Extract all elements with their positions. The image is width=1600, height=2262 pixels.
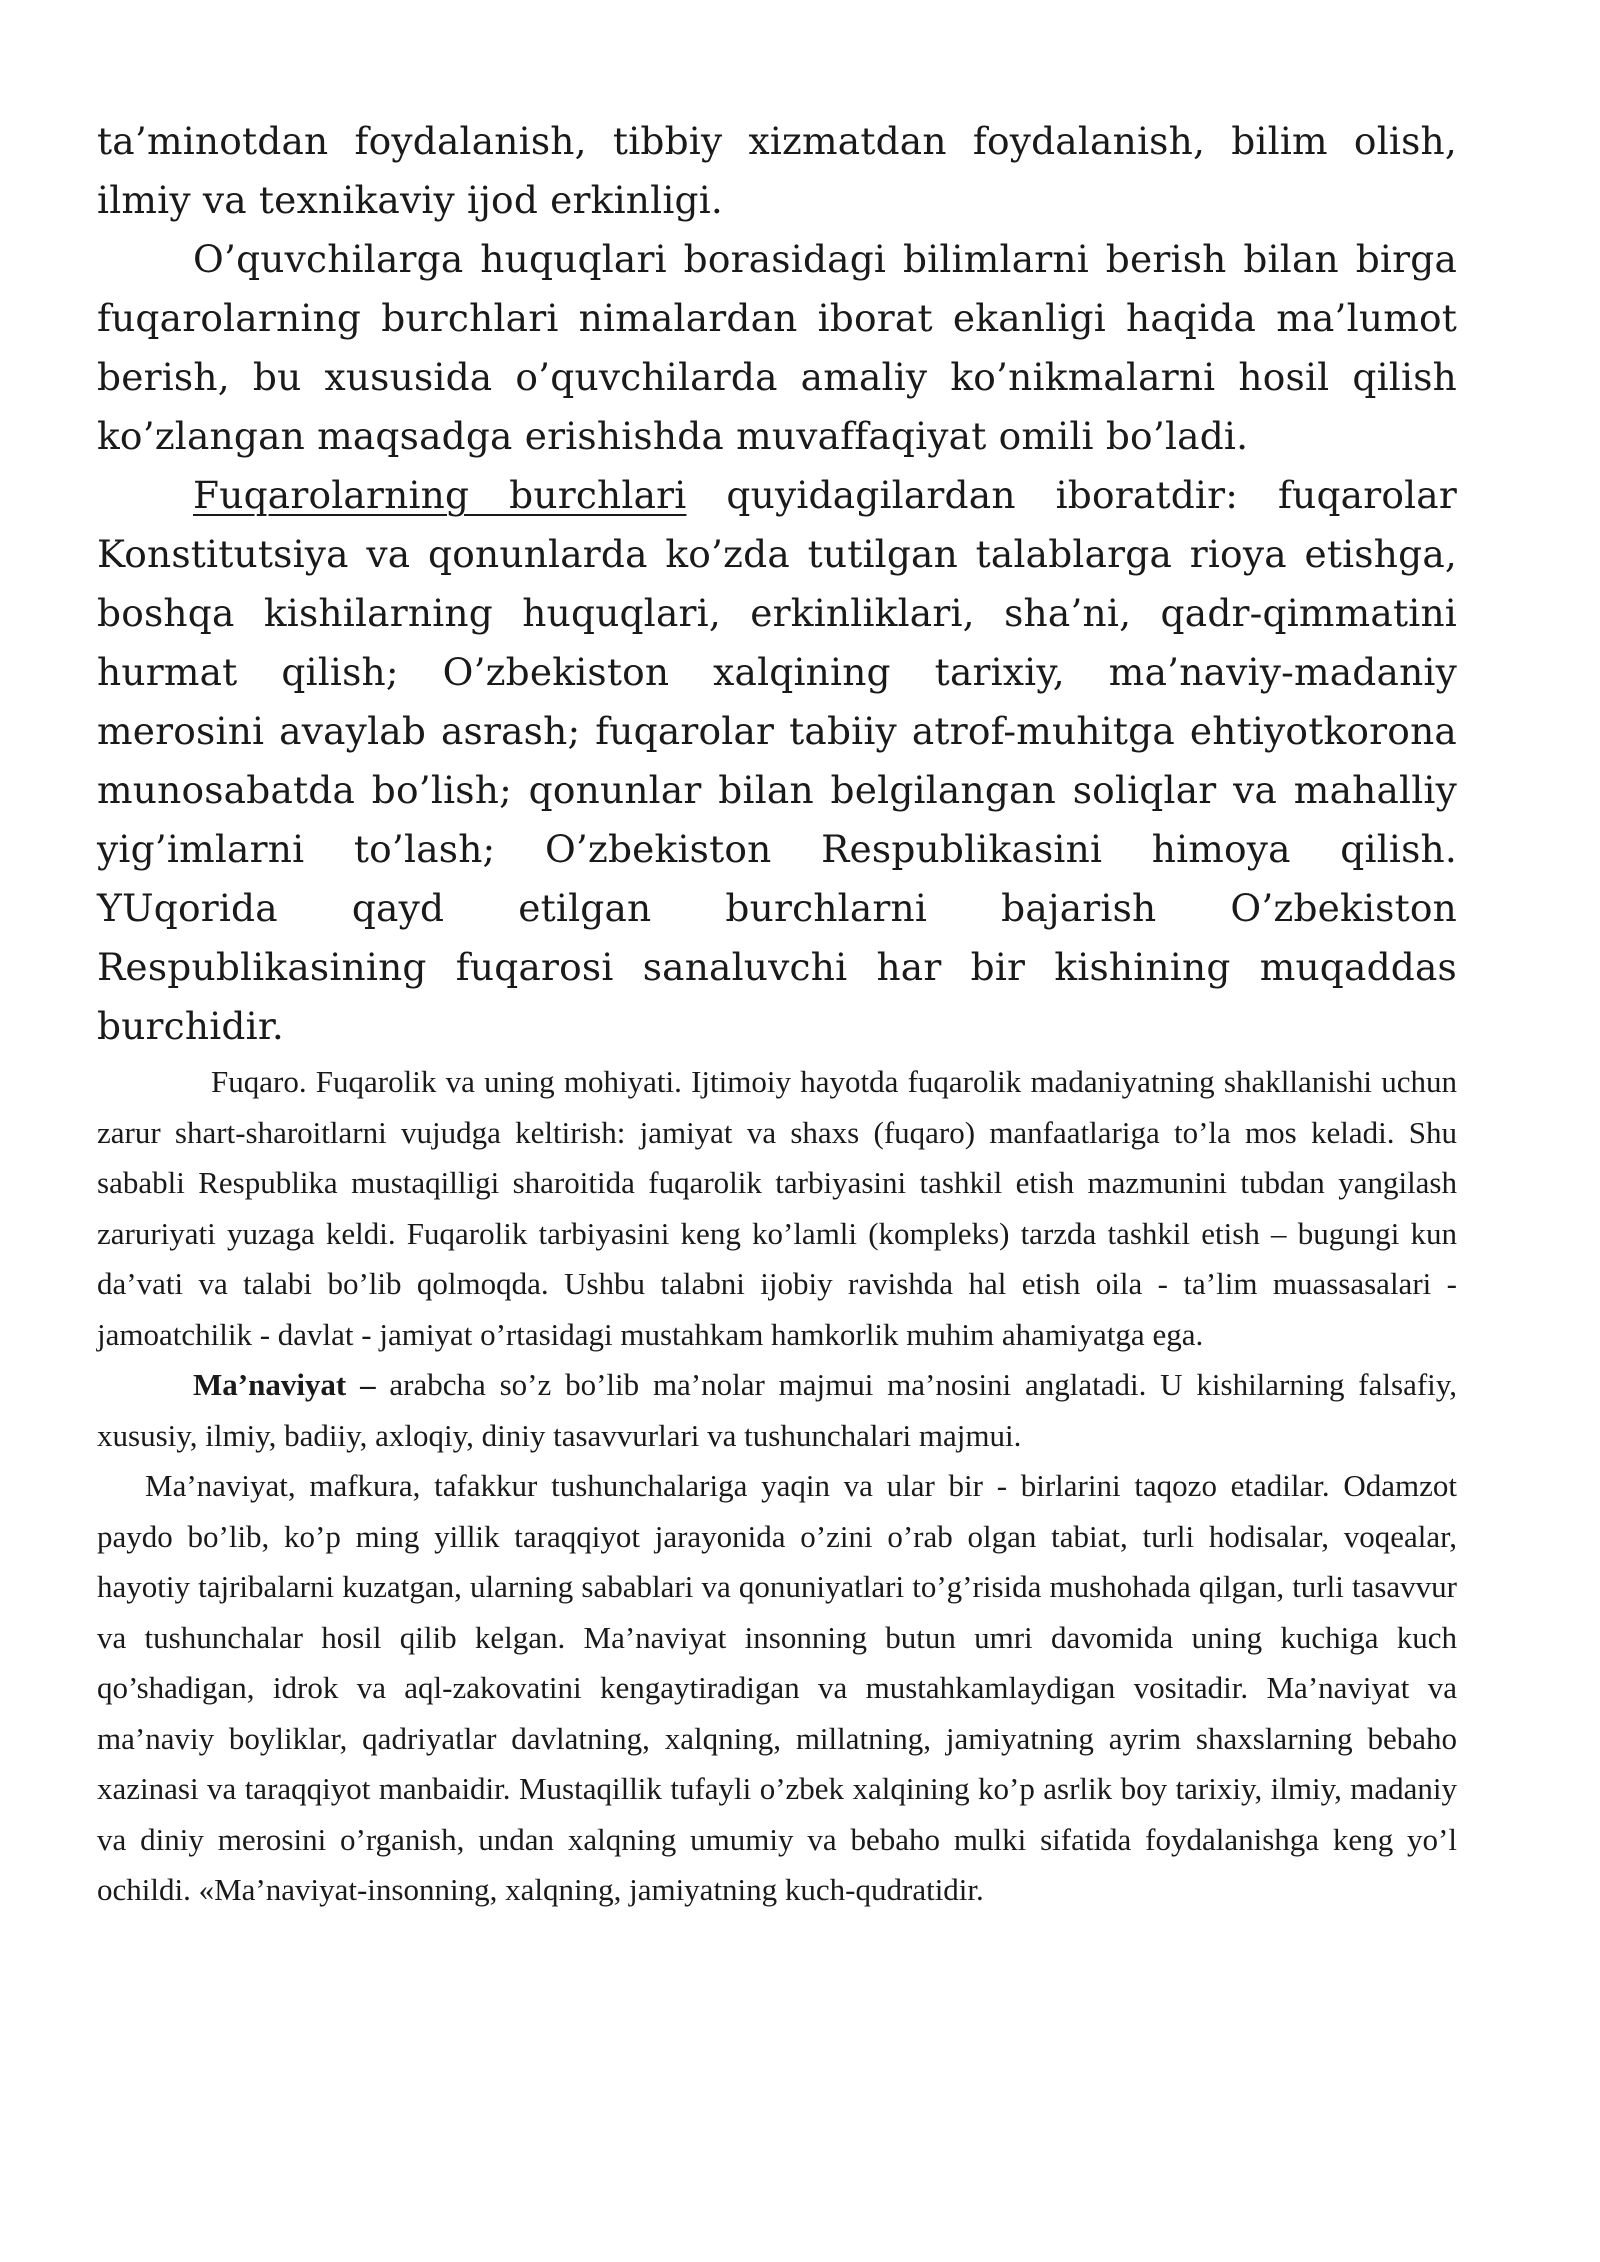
paragraph-citizen-duties xyxy=(97,466,1457,1056)
paragraph-students-duties: O’quvchilarga huquqlari borasidagi bilimlarni berish bilan birga fuqarolarning burchlari nimalardan iborat ekanligi haqida ma’lumot berish, bu xususida o’quvchilarda amaliy ko’nikmalarni hosil qilish ko’zlangan maqsadga erishishda muvaffaqiyat omili bo’ladi. xyxy=(97,237,1457,458)
paragraph-text: quyidagilardan iboratdir: fuqarolar Konstitutsiya va qonunlarda ko’zda tutilgan talablarga rioya etishga, boshqa kishilarning huquqlari, erkinliklari, sha’ni, qadr-qimmatini hurmat qilish; O’zbekiston xalqining tarixiy, ma’naviy-madaniy merosini avaylab asrash; fuqarolar tabiiy atrof-muhitga ehtiyotkorona munosabatda bo’lish; qonunlar bilan belgilangan soliqlar va mahalliy yig’imlarni to’lash; O’zbekiston Respublikasini himoya qilish. YUqorida qayd etilgan burchlarni bajarish O’zbekiston Respublikasining fuqarosi sanaluvchi har bir kishining muqaddas burchidir. xyxy=(97,473,1457,1048)
paragraph-spirituality-definition xyxy=(97,1360,1457,1461)
paragraph-spirituality: Ma’naviyat, mafkura, tafakkur tushunchalariga yaqin va ular bir - birlarini taqozo etadilar. Odamzot paydo bo’lib, ko’p ming yillik taraqqiyot jarayonida o’zini o’rab olgan tabiat, turli hodisalar, voqealar, hayotiy tajribalarni kuzatgan, ularning sabablari va qonuniyatlari to’g’risida mushohada qilgan, turli tasavvur va tushunchalar hosil qilib kelgan. Ma’naviyat insonning butun umri davomida uning kuchiga kuch qo’shadigan, idrok va aql-zakovatini kengaytiradigan va mustahkamlaydigan vositadir. Ma’naviyat va ma’naviy boyliklar, qadriyatlar davlatning, xalqning, millatning, jamiyatning ayrim shaxslarning bebaho xazinasi va taraqqiyot manbaidir. Mustaqillik tufayli o’zbek xalqining ko’p asrlik boy tarixiy, ilmiy, madaniy va diniy merosini o’rganish, undan xalqning umumiy va bebaho mulki sifatida foydalanishga keng yo’l ochildi. «Ma’naviyat-insonning, xalqning, jamiyatning kuch-qudratidir. xyxy=(97,1468,1457,1907)
underlined-term: Fuqarolarning burchlari xyxy=(193,473,687,517)
paragraph-text: arabcha so’z bo’lib ma’nolar majmui ma’nosini anglatadi. U kishilarning falsafiy, xususiy, ilmiy, badiiy, axloqiy, diniy tasavvurlari va tushunchalari majmui. xyxy=(97,1367,1458,1453)
document-page xyxy=(97,112,1457,1916)
paragraph-citizenship: Fuqaro. Fuqarolik va uning mohiyati. Ijtimoiy hayotda fuqarolik madaniyatning shakllanishi uchun zarur shart-sharoitlarni vujudga keltirish: jamiyat va shaxs (fuqaro) manfaatlariga to’la mos keladi. Shu sababli Respublika mustaqilligi sharoitida fuqarolik tarbiyasini tashkil etish mazmunini tubdan yangilash zaruriyati yuzaga keldi. Fuqarolik tarbiyasini keng ko’lamli (kompleks) tarzda tashkil etish – bugungi kun da’vati va talabi bo’lib qolmoqda. Ushbu talabni ijobiy ravishda hal etish oila - ta’lim muassasalari - jamoatchilik - davlat - jamiyat o’rtasidagi mustahkam hamkorlik muhim ahamiyatga ega. xyxy=(97,1064,1457,1352)
paragraph-continuation: ta’minotdan foydalanish, tibbiy xizmatdan foydalanish, bilim olish, ilmiy va texnikaviy ijod erkinligi. xyxy=(97,119,1457,222)
bold-term: Ma’naviyat – xyxy=(193,1367,376,1402)
